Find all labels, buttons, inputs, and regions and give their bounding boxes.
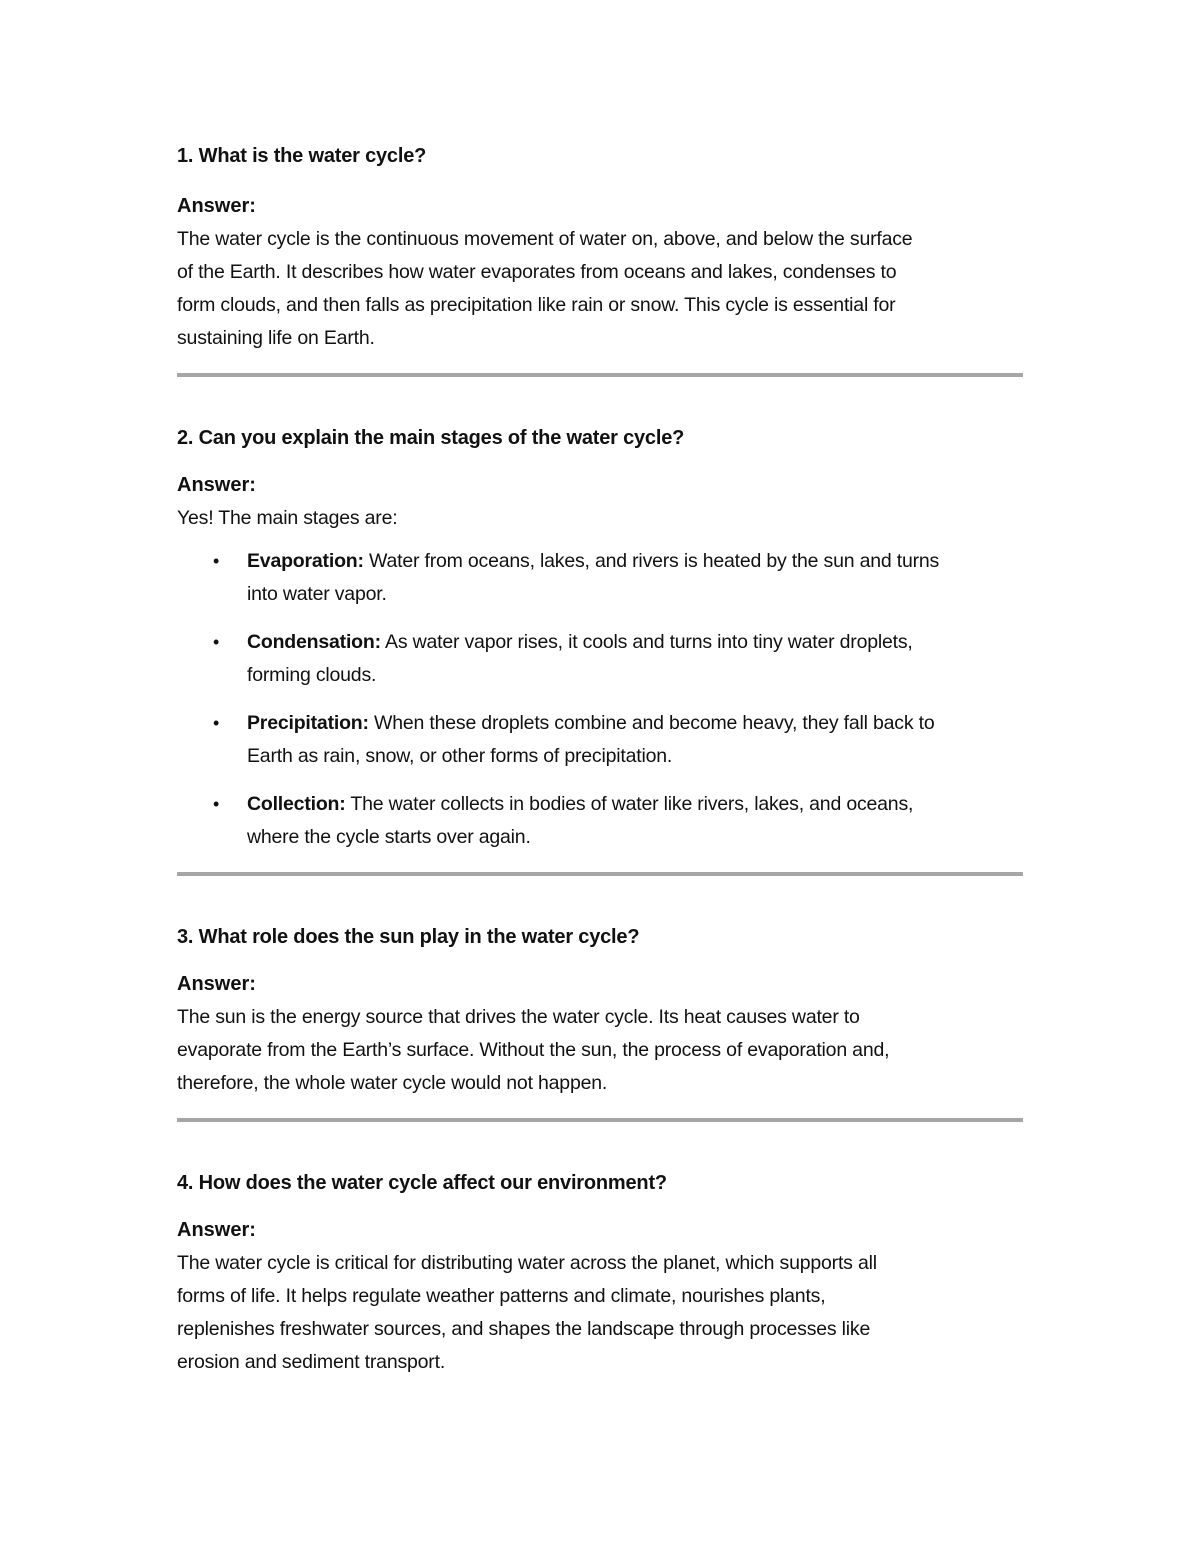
answer-label-3: Answer:	[177, 973, 256, 995]
stage-term: Precipitation:	[247, 712, 369, 734]
answer-1-line-3: form clouds, and then falls as precipitation like rain or snow. This cycle is essential for	[177, 294, 896, 316]
stages-list	[177, 545, 1023, 854]
stage-line-2: where the cycle starts over again.	[247, 826, 531, 848]
answer-2-intro: Yes! The main stages are:	[177, 507, 398, 529]
answer-1-line-2: of the Earth. It describes how water evaporates from oceans and lakes, condenses to	[177, 261, 897, 283]
qa-block-2	[177, 422, 1023, 854]
qa-block-3	[177, 921, 1023, 1100]
stage-line-1	[247, 545, 1023, 578]
answer-4-line-3: replenishes freshwater sources, and shapes the landscape through processes like	[177, 1318, 871, 1340]
bullet-icon: •	[213, 551, 220, 571]
qa-block-4	[177, 1167, 1023, 1379]
answer-3-line-2: evaporate from the Earth’s surface. Without the sun, the process of evaporation and,	[177, 1039, 890, 1061]
stage-term: Evaporation:	[247, 550, 364, 572]
stage-text: When these droplets combine and become heavy, they fall back to	[368, 712, 935, 734]
divider-2	[177, 872, 1023, 876]
stage-precipitation	[177, 707, 1023, 773]
question-4: 4. How does the water cycle affect our environment?	[177, 1172, 667, 1194]
answer-label-4: Answer:	[177, 1219, 256, 1241]
stage-line-1	[247, 626, 1023, 659]
divider-3	[177, 1118, 1023, 1122]
stage-condensation	[177, 626, 1023, 692]
stage-line-1	[247, 788, 1023, 821]
stage-collection	[177, 788, 1023, 854]
answer-3-line-3: therefore, the whole water cycle would not happen.	[177, 1072, 608, 1094]
question-2: 2. Can you explain the main stages of the water cycle?	[177, 427, 685, 449]
bullet-icon: •	[213, 794, 220, 814]
answer-1-line-1: The water cycle is the continuous movement of water on, above, and below the surface	[177, 228, 913, 250]
stage-term: Condensation:	[247, 631, 381, 653]
stage-term: Collection:	[247, 793, 346, 815]
bullet-icon: •	[213, 632, 220, 652]
answer-3-line-1: The sun is the energy source that drives the water cycle. Its heat causes water to	[177, 1006, 860, 1028]
stage-text: The water collects in bodies of water like rivers, lakes, and oceans,	[345, 793, 914, 815]
stage-line-2: into water vapor.	[247, 583, 387, 605]
stage-line-2: forming clouds.	[247, 664, 377, 686]
question-1: 1. What is the water cycle?	[177, 145, 427, 167]
stage-line-2: Earth as rain, snow, or other forms of precipitation.	[247, 745, 673, 767]
answer-1-line-4: sustaining life on Earth.	[177, 327, 375, 349]
stage-text: Water from oceans, lakes, and rivers is heated by the sun and turns	[363, 550, 940, 572]
answer-4-line-1: The water cycle is critical for distributing water across the planet, which supports all	[177, 1252, 877, 1274]
divider-1	[177, 373, 1023, 377]
answer-label-1: Answer:	[177, 195, 256, 217]
answer-label-2: Answer:	[177, 474, 256, 496]
bullet-icon: •	[213, 713, 220, 733]
stage-text: As water vapor rises, it cools and turns into tiny water droplets,	[380, 631, 913, 653]
qa-block-1	[177, 140, 1023, 355]
answer-4-line-4: erosion and sediment transport.	[177, 1351, 446, 1373]
stage-evaporation	[177, 545, 1023, 611]
stage-line-1	[247, 707, 1023, 740]
document-page	[177, 140, 1023, 1379]
answer-4-line-2: forms of life. It helps regulate weather patterns and climate, nourishes plants,	[177, 1285, 826, 1307]
question-3: 3. What role does the sun play in the water cycle?	[177, 926, 640, 948]
